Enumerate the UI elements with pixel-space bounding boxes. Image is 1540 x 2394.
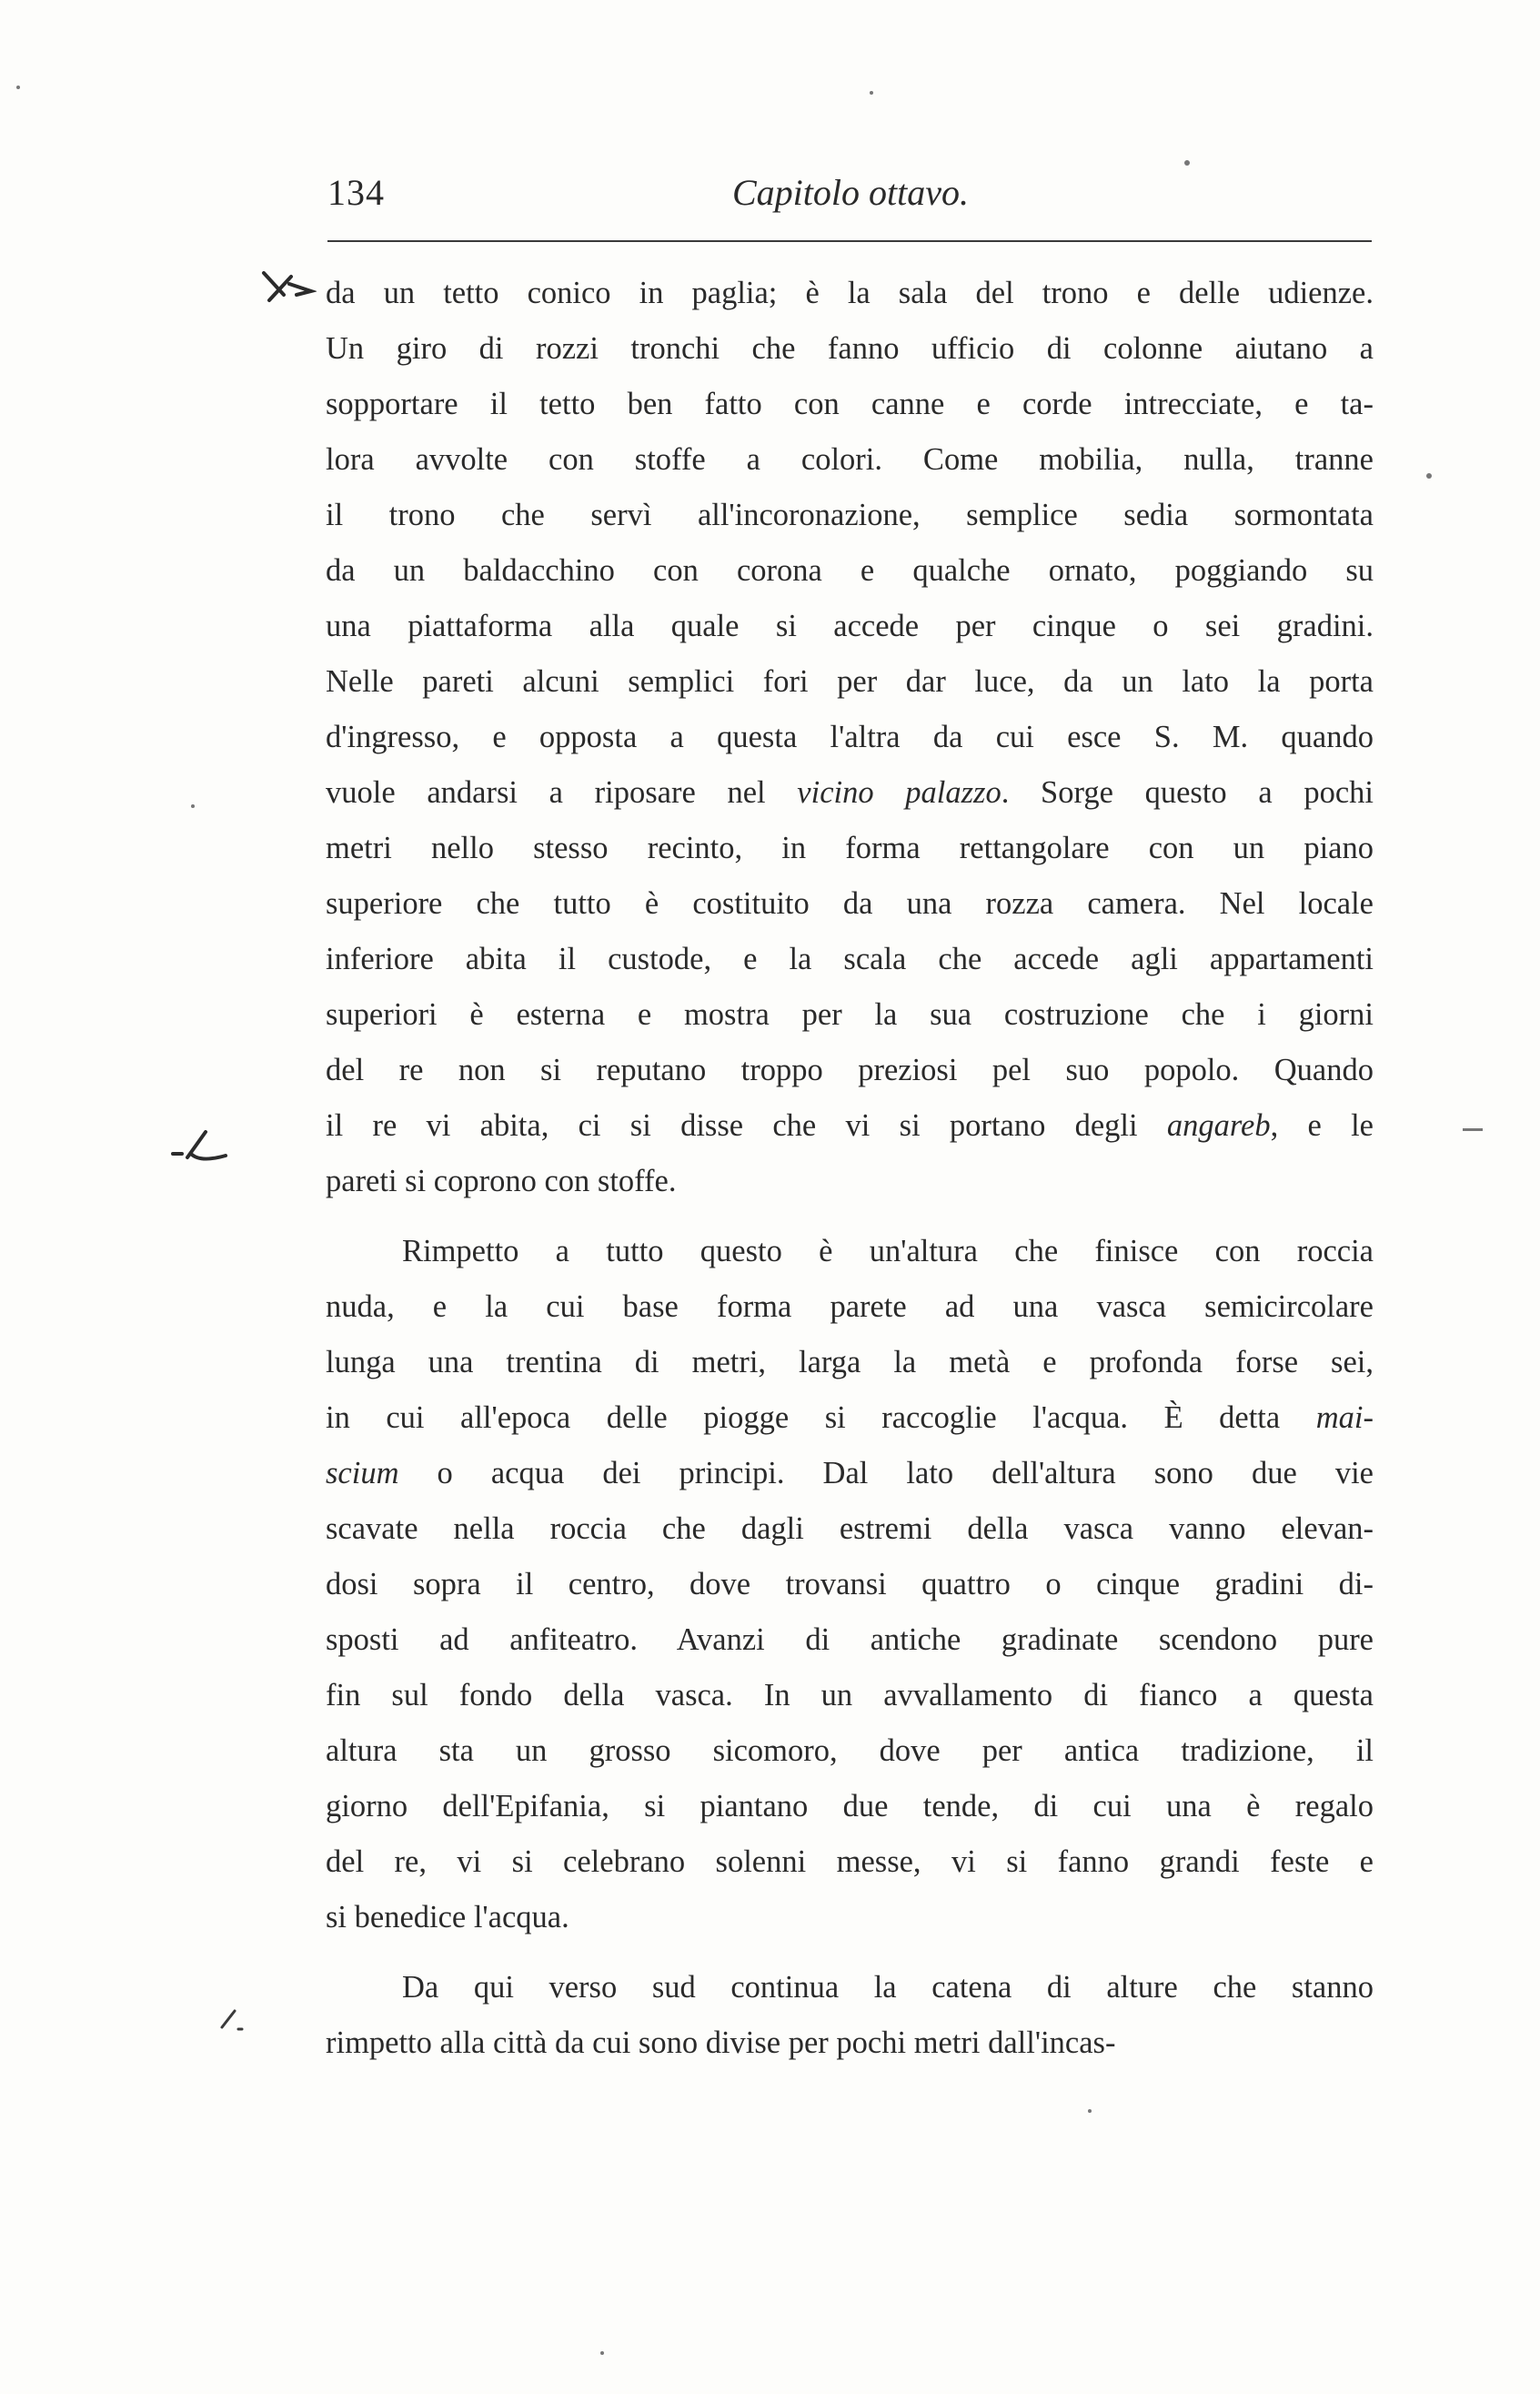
scan-speck — [16, 86, 20, 89]
italic-text: angareb — [1166, 1108, 1271, 1143]
text-line: del re, vi si celebrano solenni messe, vi si fanno grandi feste e — [326, 1844, 1374, 1879]
header-rule — [327, 240, 1372, 242]
paragraph — [326, 1224, 1374, 1945]
text-line: Da qui verso sud continua la catena di alture che stanno — [402, 1970, 1374, 2005]
text-line: da un baldacchino con corona e qualche ornato, poggiando su — [326, 553, 1374, 588]
text-line: Nelle pareti alcuni semplici fori per dar luce, da un lato la porta — [326, 664, 1374, 699]
text-line: in cui all'epoca delle piogge si raccoglie l'acqua. È detta mai- — [326, 1400, 1374, 1435]
text-line: scavate nella roccia che dagli estremi della vasca vanno elevan- — [326, 1511, 1374, 1546]
text-line: inferiore abita il custode, e la scala che accede agli appartamenti — [326, 942, 1374, 976]
text-line: Rimpetto a tutto questo è un'altura che finisce con roccia — [402, 1234, 1374, 1268]
running-head — [327, 171, 1374, 226]
text-line: scium o acqua dei principi. Dal lato dell'altura sono due vie — [326, 1456, 1374, 1490]
text-line: fin sul fondo della vasca. In un avvallamento di fianco a questa — [326, 1678, 1374, 1712]
italic-text: scium — [326, 1456, 399, 1490]
scan-speck — [600, 2351, 604, 2355]
text-line: superiore che tutto è costituito da una rozza camera. Nel locale — [326, 886, 1374, 921]
text-line: superiori è esterna e mostra per la sua costruzione che i giorni — [326, 997, 1374, 1032]
italic-text: vicino palazzo — [797, 775, 1002, 810]
text-line: giorno dell'Epifania, si piantano due tende, di cui una è regalo — [326, 1789, 1374, 1823]
scan-speck — [870, 91, 873, 95]
text-line: pareti si coprono con stoffe. — [326, 1164, 677, 1198]
text-line: sopportare il tetto ben fatto con canne e corde intrecciate, e ta- — [326, 387, 1374, 421]
paragraph — [326, 1960, 1374, 2071]
text-line: vuole andarsi a riposare nel vicino palazzo. Sorge questo a pochi — [326, 775, 1374, 810]
paragraph — [326, 266, 1374, 1209]
text-line: Un giro di rozzi tronchi che fanno ufficio di colonne aiutano a — [326, 331, 1374, 366]
text-line: altura sta un grosso sicomoro, dove per antica tradizione, il — [326, 1733, 1374, 1768]
text-line: nuda, e la cui base forma parete ad una vasca semicircolare — [326, 1289, 1374, 1324]
pencil-slash-mark — [216, 2004, 262, 2036]
text-line: d'ingresso, e opposta a questa l'altra da cui esce S. M. quando — [326, 720, 1374, 754]
text-line: da un tetto conico in paglia; è la sala del trono e delle udienze. — [326, 276, 1374, 310]
running-title: Capitolo ottavo. — [732, 172, 969, 213]
text-line: si benedice l'acqua. — [326, 1900, 569, 1934]
text-line: una piattaforma alla quale si accede per cinque o sei gradini. — [326, 609, 1374, 643]
scan-speck — [1463, 1128, 1483, 1131]
scan-speck — [1184, 160, 1190, 166]
italic-text: mai- — [1315, 1400, 1374, 1435]
text-line: rimpetto alla città da cui sono divise per pochi metri dall'incas- — [326, 2025, 1116, 2060]
text-line: dosi sopra il centro, dove trovansi quattro o cinque gradini di- — [326, 1567, 1374, 1601]
body-text — [326, 266, 1374, 2071]
scan-speck — [1088, 2109, 1092, 2113]
pencil-scribble-mark — [169, 1126, 233, 1167]
text-line: del re non si reputano troppo preziosi pel suo popolo. Quando — [326, 1053, 1374, 1087]
text-line: il re vi abita, ci si disse che vi si portano degli angareb, e le — [326, 1108, 1374, 1143]
text-line: metri nello stesso recinto, in forma rettangolare con un piano — [326, 831, 1374, 865]
paragraph-gap — [326, 1209, 1374, 1224]
text-line: lora avvolte con stoffe a colori. Come mobilia, nulla, tranne — [326, 442, 1374, 477]
text-line: lunga una trentina di metri, larga la metà e profonda forse sei, — [326, 1345, 1374, 1379]
pencil-check-mark — [257, 264, 317, 311]
page-number: 134 — [327, 172, 385, 213]
scan-speck — [191, 804, 195, 808]
paragraph-gap — [326, 1945, 1374, 1960]
scan-speck — [1426, 473, 1432, 479]
text-line: sposti ad anfiteatro. Avanzi di antiche gradinate scendono pure — [326, 1622, 1374, 1657]
text-line: il trono che servì all'incoronazione, semplice sedia sormontata — [326, 498, 1374, 532]
